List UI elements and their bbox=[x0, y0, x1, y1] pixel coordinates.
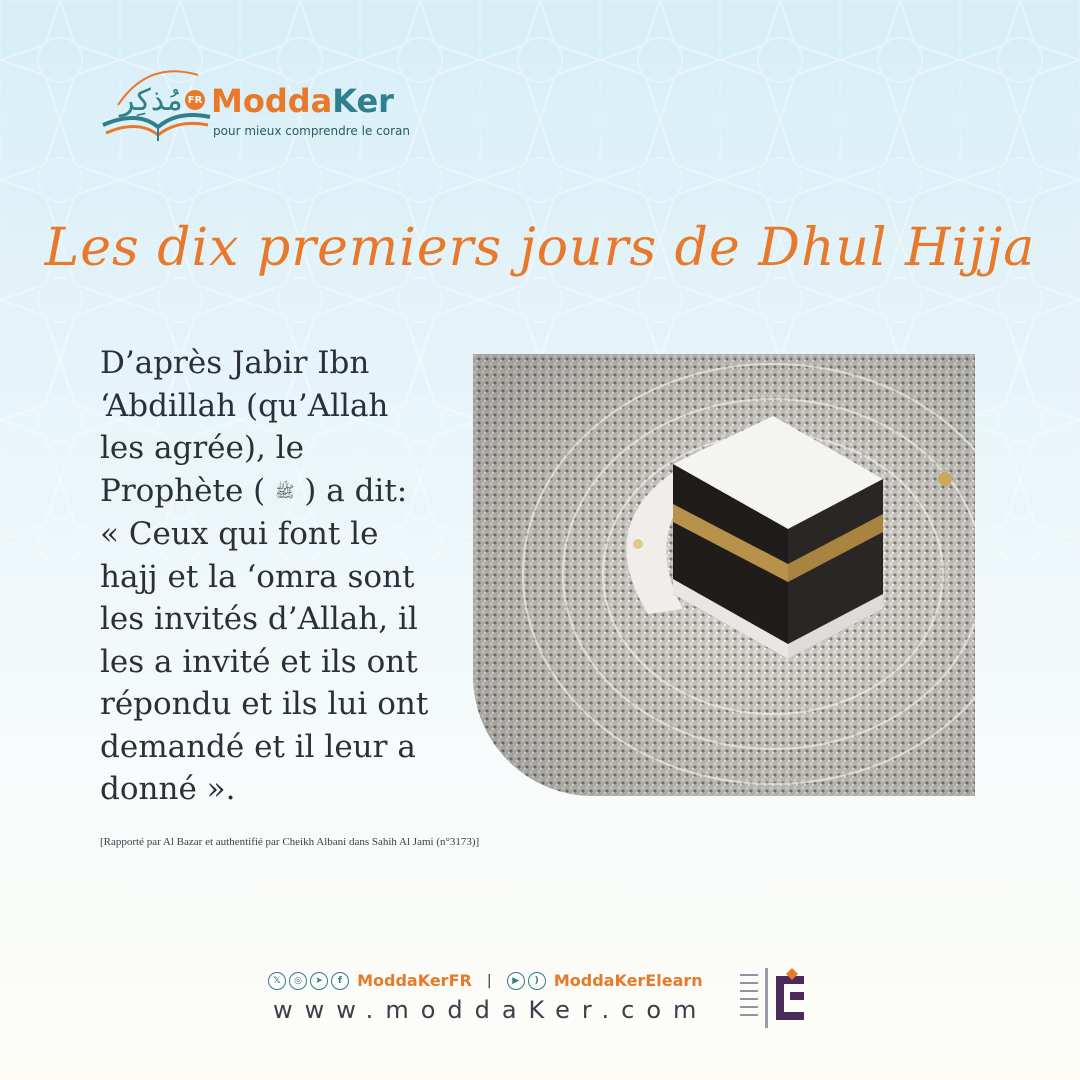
hadith-source: [Rapporté par Al Bazar et authentifié par Cheikh Albani dans Sahih Al Jami (n°3173)] bbox=[100, 836, 480, 848]
fr-badge: FR bbox=[185, 90, 205, 110]
facebook-icon[interactable]: f bbox=[331, 972, 349, 990]
rss-icon[interactable]: ) bbox=[528, 972, 546, 990]
instagram-icon[interactable]: ◎ bbox=[289, 972, 307, 990]
handle-moddakerelearn[interactable]: ModdaKerElearn bbox=[553, 971, 703, 990]
youtube-icon[interactable]: ▶ bbox=[507, 972, 525, 990]
brand-tagline: pour mieux comprendre le coran bbox=[213, 124, 410, 138]
handle-moddakerfr[interactable]: ModdaKerFR bbox=[357, 971, 472, 990]
telegram-icon[interactable]: ➤ bbox=[310, 972, 328, 990]
hadith-text: D’après Jabir Ibn ‘Abdillah (qu’Allah les agrée), le Prophète ( ﷺ ) a dit: « Ceux qui font le hajj et la ‘omra sont les invités d’Allah, il les a invité et ils ont répondu et ils lui ont demandé et il leur a donné ». bbox=[100, 345, 429, 808]
brand-name: ModdaKer bbox=[211, 82, 394, 120]
kaaba-photo bbox=[473, 354, 975, 796]
association-logo-icon bbox=[740, 968, 815, 1028]
x-icon[interactable]: 𝕏 bbox=[268, 972, 286, 990]
footer-separator: | bbox=[486, 972, 492, 989]
website-link[interactable]: www.moddaKer.com bbox=[273, 996, 709, 1024]
svg-text:مُذكِر: مُذكِر bbox=[120, 83, 183, 118]
honorific-calligraphy: ﷺ bbox=[275, 481, 295, 501]
page-title: Les dix premiers jours de Dhul Hijja bbox=[44, 218, 1036, 278]
